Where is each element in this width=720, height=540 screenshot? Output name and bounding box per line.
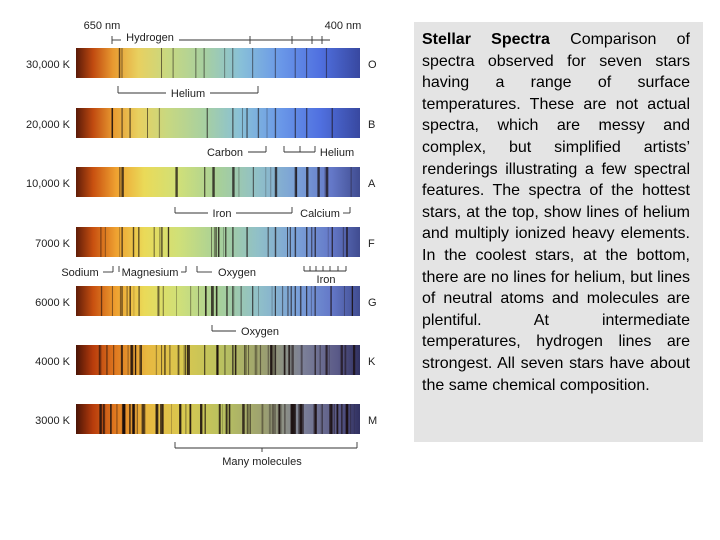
helium-b-label: Helium [319, 147, 355, 159]
spectral-type-k: K [368, 356, 376, 368]
hydrogen-label: Hydrogen [126, 32, 174, 44]
oxygen-f-label: Oxygen [218, 267, 256, 279]
spectral-type-b: B [368, 119, 376, 131]
many-molecules-label: Many molecules [222, 456, 302, 468]
carbon-label: Carbon [206, 147, 244, 159]
temperature-label-m: 3000 K [35, 415, 70, 427]
temperature-label-f: 7000 K [35, 238, 70, 250]
iron-a-label: Iron [212, 208, 232, 220]
caption-panel [414, 22, 703, 442]
caption-body: Comparison of spectra observed for seven stars having a range of surface temperatures. These are not actual spectra, which are messy and complex, but simplified artists’ renderings illustrating a few spectral features. The spectra of the hottest stars, at the top, show lines of helium and multiply ionized heavy elements. In the coolest stars, at the bottom, there are no lines for helium, but lines of neutral atoms and molecules are plentiful. At intermediate temperatures, hydrogen lines are strongest. All seven stars have about the same chemical composition. [422, 31, 690, 394]
magnesium-label: Magnesium [121, 267, 179, 279]
temperature-label-k: 4000 K [35, 356, 70, 368]
caption-title: Stellar Spectra [422, 31, 550, 48]
wavelength-650nm-label: 650 nm [83, 20, 121, 32]
wavelength-400nm-label: 400 nm [324, 20, 362, 32]
temperature-label-b: 20,000 K [25, 119, 70, 131]
spectra-bands [76, 48, 360, 434]
spectrum-band-o [76, 48, 360, 78]
spectral-type-f: F [368, 238, 375, 250]
temperature-label-a: 10,000 K [25, 178, 70, 190]
caption-text [422, 29, 690, 396]
spectral-type-m: M [368, 415, 378, 427]
absorption-lines-m [99, 404, 354, 434]
spectral-type-o: O [368, 59, 377, 71]
spectral-type-a: A [368, 178, 376, 190]
spectrum-band-g [76, 286, 360, 316]
spectra-diagram [0, 0, 400, 480]
spectrum-band-b [76, 108, 360, 138]
spectral-type-g: G [368, 297, 377, 309]
temperature-label-g: 6000 K [35, 297, 70, 309]
helium-o-label: Helium [170, 88, 206, 100]
oxygen-g-label: Oxygen [241, 326, 279, 338]
stellar-spectra-figure [0, 0, 400, 480]
iron-f-label: Iron [316, 274, 336, 286]
temperature-label-o: 30,000 K [25, 59, 70, 71]
spectrum-band-m [76, 404, 360, 434]
absorption-lines-g [101, 286, 353, 316]
calcium-label: Calcium [300, 208, 340, 220]
sodium-label: Sodium [61, 267, 99, 279]
